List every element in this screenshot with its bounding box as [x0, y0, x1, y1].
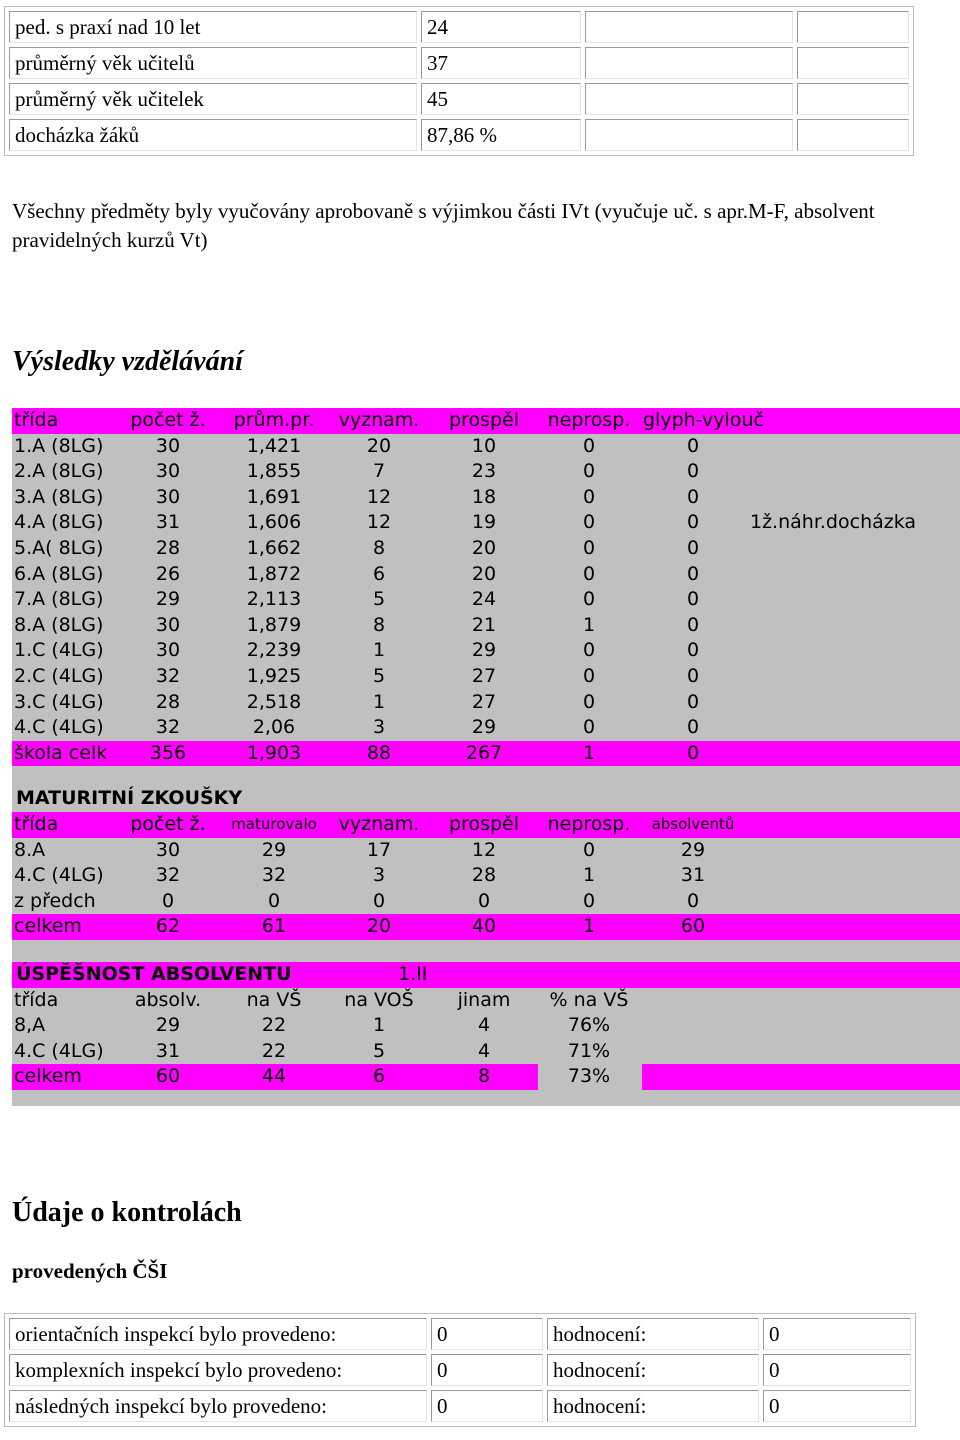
sheet-cell: 1,925 [246, 665, 302, 687]
sheet-cell: z předch [14, 889, 96, 912]
sheet-cell: 6 [372, 562, 386, 585]
sheet-cell: 32 [261, 864, 287, 887]
sheet-cell: 30 [155, 838, 181, 861]
sheet-cell: 12 [366, 485, 392, 508]
sheet-header-row [12, 812, 960, 838]
table-cell [797, 47, 909, 79]
sheet-cell: 32 [155, 864, 181, 887]
table-cell: 0 [763, 1390, 911, 1422]
table-cell: orientačních inspekcí bylo provedeno: [9, 1318, 427, 1350]
sheet-cell: 2.A (8LG) [14, 460, 104, 483]
table-cell [797, 119, 909, 151]
table-cell: 0 [763, 1318, 911, 1350]
sheet-cell: 0 [161, 889, 175, 912]
table-cell: průměrný věk učitelek [9, 83, 417, 115]
sheet-cell: na VOŠ [344, 988, 414, 1011]
sheet-cell: 1 [372, 639, 386, 662]
sheet-cell: jinam [457, 988, 511, 1011]
sheet-cell: 62 [155, 915, 181, 938]
sheet-cell: 1,662 [246, 537, 302, 559]
sheet-cell: 20 [366, 915, 392, 938]
sheet-row [12, 485, 960, 511]
sheet-cell: neprosp. [547, 813, 631, 835]
sheet-note-cell: 1ž.náhr.docházka [750, 511, 917, 534]
sheet-cell: 4.A (8LG) [14, 511, 104, 534]
sheet-cell: 31 [155, 511, 181, 534]
sheet-cell: 0 [686, 716, 700, 739]
sheet-cell: 3 [372, 716, 386, 739]
sheet-row [12, 638, 960, 664]
approbation-note: Všechny předměty byly vyučovány aprobovaně s výjimkou části IVt (vyučuje uč. s apr.M-F, absolvent pravidelných kurzů Vt) [12, 199, 875, 252]
sheet-cell: % na VŠ [549, 988, 629, 1011]
table-cell: následných inspekcí bylo provedeno: [9, 1390, 427, 1422]
sheet-cell: 28 [471, 864, 497, 887]
sheet-cell: 21 [471, 613, 497, 636]
section-title: MATURITNÍ ZKOUŠKY [16, 787, 243, 810]
sheet-cell: 4 [477, 1014, 491, 1037]
sheet-row [12, 613, 960, 639]
sheet-cell: prospěl [448, 813, 519, 835]
table-cell: ped. s praxí nad 10 let [9, 11, 417, 43]
table-cell: 0 [431, 1318, 543, 1350]
sheet-cell: 0 [582, 485, 596, 508]
sheet-cell: třída [14, 409, 59, 431]
sheet-cell: 22 [261, 1039, 287, 1062]
sheet-cell: 0 [582, 434, 596, 457]
table-cell [585, 47, 793, 79]
sheet-cell: 0 [686, 639, 700, 662]
sheet-cell: 4.C (4LG) [14, 716, 104, 739]
sheet-cell: 1 [582, 741, 596, 764]
highlight-band [642, 1064, 960, 1090]
sheet-cell: 30 [155, 639, 181, 662]
sheet-cell: 4.C (4LG) [14, 1039, 104, 1062]
sheet-total-row [12, 914, 960, 940]
sheet-cell: 0 [582, 460, 596, 483]
sheet-cell: třída [14, 988, 59, 1011]
table-row [9, 47, 909, 79]
sheet-cell: 20 [471, 562, 497, 585]
controls-heading: Údaje o kontrolách [12, 1197, 242, 1228]
sheet-cell: vyznam. [338, 813, 420, 835]
sheet-cell: 29 [471, 639, 497, 662]
table-cell: 24 [421, 11, 581, 43]
sheet-cell: 0 [686, 485, 700, 508]
sheet-row [12, 459, 960, 485]
sheet-cell: 5 [372, 665, 386, 687]
sheet-cell: 44 [261, 1065, 287, 1088]
sheet-cell: 29 [155, 1014, 181, 1037]
sheet-cell: 10 [471, 434, 497, 457]
inspections-table [4, 1313, 916, 1427]
sheet-cell: 32 [155, 665, 181, 687]
sheet-cell: 8 [372, 613, 386, 636]
sheet-cell: 1,606 [246, 511, 302, 534]
sheet-cell: 0 [582, 639, 596, 662]
sheet-row [12, 863, 960, 889]
sheet-cell: 1 [582, 915, 596, 938]
sheet-cell: 31 [155, 1039, 181, 1062]
sheet-cell: 24 [471, 588, 497, 611]
sheet-cell: 29 [155, 588, 181, 611]
table-cell: 0 [431, 1390, 543, 1422]
sheet-cell: 1.C (4LG) [14, 639, 104, 662]
sheet-cell: absolventů [651, 815, 735, 833]
sheet-cell: maturovalo [231, 815, 317, 833]
sheet-cell: 5 [372, 1039, 386, 1062]
sheet-row [12, 587, 960, 613]
table-cell: průměrný věk učitelů [9, 47, 417, 79]
sheet-cell: 8.A (8LG) [14, 613, 104, 636]
sheet-cell: 30 [155, 485, 181, 508]
sheet-cell: 2,113 [246, 588, 302, 611]
sheet-cell: 60 [155, 1065, 181, 1088]
table-cell: 45 [421, 83, 581, 115]
sheet-cell: 1,872 [246, 562, 302, 585]
sheet-spacer [12, 940, 960, 962]
sheet-cell: 17 [366, 838, 392, 861]
sheet-cell: 8 [477, 1065, 491, 1088]
sheet-cell: 0 [582, 889, 596, 912]
sheet-cell: 0 [686, 588, 700, 611]
sheet-cell: 20 [471, 537, 497, 559]
sheet-cell: 26 [155, 562, 181, 585]
results-spreadsheet [12, 408, 960, 1106]
sheet-cell: 0 [686, 537, 700, 559]
sheet-cell: 73% [567, 1065, 611, 1088]
sheet-cell: 27 [471, 690, 497, 713]
table-row [9, 11, 909, 43]
sheet-cell: 30 [155, 434, 181, 457]
table-cell [585, 11, 793, 43]
sheet-total-row [12, 1064, 960, 1090]
sheet-cell: 31 [680, 864, 706, 887]
sheet-cell: 23 [471, 460, 497, 483]
sheet-cell: 29 [261, 838, 287, 861]
table-cell [585, 119, 793, 151]
section-title-note: 1.II [398, 963, 428, 985]
table-row [9, 83, 909, 115]
sheet-cell: 6.A (8LG) [14, 562, 104, 585]
sheet-cell: 0 [686, 690, 700, 713]
sheet-cell: absolv. [134, 988, 202, 1011]
sheet-section-title [12, 786, 960, 812]
sheet-cell: 0 [686, 889, 700, 912]
sheet-cell: 1 [582, 864, 596, 887]
sheet-cell: 8 [372, 537, 386, 559]
sheet-cell: celkem [14, 1065, 82, 1088]
sheet-cell: 5.A( 8LG) [14, 537, 104, 559]
sheet-section-title [12, 962, 960, 988]
sheet-cell: 1,691 [246, 485, 302, 508]
sheet-cell: 267 [465, 741, 503, 764]
sheet-cell: 28 [155, 690, 181, 713]
sheet-cell: 7.A (8LG) [14, 588, 104, 611]
sheet-cell: 0 [686, 460, 700, 483]
sheet-row [12, 690, 960, 716]
sheet-cell: 4.C (4LG) [14, 864, 104, 887]
sheet-cell: 8,A [14, 1014, 46, 1037]
sheet-cell: 88 [366, 741, 392, 764]
results-heading: Výsledky vzdělávání [12, 346, 243, 377]
sheet-cell: 2,239 [246, 639, 302, 662]
sheet-row [12, 434, 960, 460]
sheet-cell: prům.pr. [233, 409, 315, 431]
table-row [9, 1390, 911, 1422]
sheet-cell: 29 [680, 838, 706, 861]
sheet-spacer [12, 766, 960, 786]
sheet-cell: třída [14, 813, 59, 835]
sheet-cell: 0 [582, 511, 596, 534]
sheet-cell: 1,903 [246, 741, 302, 764]
sheet-cell: 3.A (8LG) [14, 485, 104, 508]
sheet-cell: 0 [686, 434, 700, 457]
sheet-cell: 0 [372, 889, 386, 912]
table-row [9, 119, 909, 151]
sheet-cell: 27 [471, 665, 497, 687]
table-cell: 0 [763, 1354, 911, 1386]
sheet-cell: 5 [372, 588, 386, 611]
sheet-header-row [12, 408, 960, 434]
table-cell: komplexních inspekcí bylo provedeno: [9, 1354, 427, 1386]
table-cell: docházka žáků [9, 119, 417, 151]
sheet-cell: počet ž. [130, 409, 206, 431]
sheet-row [12, 536, 960, 562]
sheet-cell: 0 [582, 716, 596, 739]
sheet-cell: 30 [155, 613, 181, 636]
sheet-cell: 22 [261, 1014, 287, 1037]
sheet-cell: neprosp. [547, 409, 631, 431]
sheet-cell: 30 [155, 460, 181, 483]
sheet-cell: 0 [582, 537, 596, 559]
sheet-cell: 32 [155, 716, 181, 739]
sheet-cell: 6 [372, 1065, 386, 1088]
sheet-cell: 12 [366, 511, 392, 534]
table-cell [797, 83, 909, 115]
section-title: ÚSPĚŠNOST ABSOLVENTU [16, 963, 292, 985]
sheet-row [12, 1013, 960, 1039]
sheet-cell: 61 [261, 915, 287, 938]
sheet-cell: prospěl [448, 409, 519, 431]
staff-stats-table [4, 6, 914, 156]
sheet-row [12, 1039, 960, 1065]
sheet-cell: 8.A [14, 838, 46, 861]
sheet-cell: 28 [155, 537, 181, 559]
sheet-cell: 7 [372, 460, 386, 483]
sheet-header-row [12, 988, 960, 1014]
sheet-cell: 29 [471, 716, 497, 739]
csi-subheading: provedených ČŠI [12, 1259, 168, 1283]
sheet-cell: 0 [686, 613, 700, 636]
table-cell: 37 [421, 47, 581, 79]
sheet-cell: 1 [372, 690, 386, 713]
sheet-cell: 0 [686, 741, 700, 764]
table-cell [797, 11, 909, 43]
sheet-cell: 1,879 [246, 613, 302, 636]
sheet-cell: 1 [582, 613, 596, 636]
table-row [9, 1354, 911, 1386]
sheet-row [12, 562, 960, 588]
sheet-cell: glyph-vylouč [643, 409, 764, 431]
table-cell: 87,86 % [421, 119, 581, 151]
sheet-cell: 0 [267, 889, 281, 912]
sheet-cell: 71% [567, 1039, 611, 1062]
sheet-cell: 3.C (4LG) [14, 690, 104, 713]
sheet-cell: 0 [582, 690, 596, 713]
sheet-cell: 76% [567, 1014, 611, 1037]
sheet-cell: 1.A (8LG) [14, 434, 104, 457]
sheet-row [12, 664, 960, 690]
table-cell: 0 [431, 1354, 543, 1386]
sheet-row [12, 510, 960, 536]
sheet-cell: 19 [471, 511, 497, 534]
sheet-cell: 20 [366, 434, 392, 457]
table-row [9, 1318, 911, 1350]
sheet-cell: 0 [582, 838, 596, 861]
sheet-cell: na VŠ [246, 988, 302, 1011]
sheet-cell: 0 [686, 665, 700, 687]
sheet-cell: 1,855 [246, 460, 302, 483]
sheet-cell: 2,06 [252, 716, 296, 739]
sheet-cell: 1 [372, 1014, 386, 1037]
sheet-cell: počet ž. [130, 813, 206, 835]
sheet-cell: 12 [471, 838, 497, 861]
sheet-cell: 0 [686, 511, 700, 534]
sheet-cell: 0 [582, 562, 596, 585]
sheet-cell: 2,518 [246, 690, 302, 713]
sheet-total-row [12, 741, 960, 767]
sheet-cell: 18 [471, 485, 497, 508]
table-cell: hodnocení: [547, 1318, 759, 1350]
table-cell: hodnocení: [547, 1354, 759, 1386]
sheet-row [12, 715, 960, 741]
sheet-row [12, 889, 960, 915]
sheet-cell: 3 [372, 864, 386, 887]
sheet-cell: celkem [14, 915, 82, 938]
sheet-cell: 60 [680, 915, 706, 938]
sheet-cell: 356 [149, 741, 187, 764]
sheet-row [12, 838, 960, 864]
sheet-cell: 1,421 [246, 434, 302, 457]
table-cell [585, 83, 793, 115]
sheet-cell: vyznam. [338, 409, 420, 431]
sheet-cell: 40 [471, 915, 497, 938]
table-cell: hodnocení: [547, 1390, 759, 1422]
sheet-cell: 0 [582, 665, 596, 687]
sheet-cell: 4 [477, 1039, 491, 1062]
sheet-cell: 0 [686, 562, 700, 585]
sheet-cell: škola celk [14, 741, 108, 764]
sheet-cell: 0 [477, 889, 491, 912]
sheet-cell: 2.C (4LG) [14, 665, 104, 687]
sheet-cell: 0 [582, 588, 596, 611]
